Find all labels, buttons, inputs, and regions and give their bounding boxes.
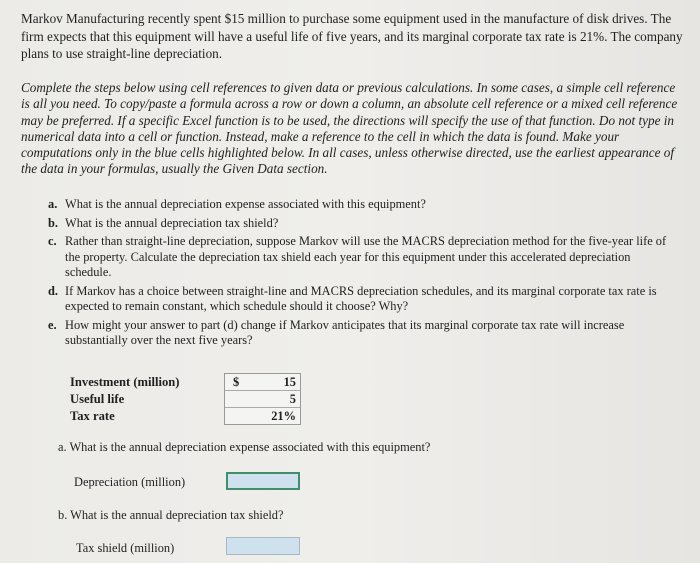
depreciation-label: Depreciation (million) — [74, 475, 186, 489]
given-label-investment: Investment (million) — [70, 375, 180, 389]
cell-investment[interactable] — [225, 374, 300, 391]
question-text: How might your answer to part (d) change if Markov anticipates that its marginal corporate tax rate will increase substantially over the next five years? — [65, 317, 625, 347]
question-label: b. — [48, 215, 58, 230]
cell-value: 15 — [283, 375, 296, 389]
question-label: a. — [48, 197, 58, 211]
question-item — [48, 234, 678, 281]
given-label-tax-rate: Tax rate — [70, 409, 115, 423]
tax-shield-input-cell[interactable] — [226, 537, 300, 555]
instructions-text: Complete the steps below using cell references to given data or previous calculations. In some cases, a simple cell reference is all you need. To copy/paste a formula across a row or down a column, an absolute cell reference or a mixed cell reference may be preferred. If a specific Excel function is to be used, the directions will specify the use of that function. Do not type in numerical data into a cell or function. Instead, make a reference to the cell in which the data is found. Make your computations only in the blue cells highlighted below. In all cases, unless otherwise directed, use the earliest appearance of the data in your formulas, usually the Given Data section. — [21, 80, 678, 177]
cell-value: 5 — [289, 392, 296, 406]
cell-value: 21% — [271, 409, 296, 423]
question-label: d. — [48, 283, 58, 298]
question-text: Rather than straight-line depreciation, suppose Markov will use the MACRS depreciation method for the five-year life of the property. Calculate the depreciation tax shield each year for this equipment under this accelerated depreciation schedule. — [65, 234, 667, 279]
part-a-question: a. What is the annual depreciation expense associated with this equipment? — [58, 440, 431, 454]
question-item — [48, 318, 678, 349]
question-list — [48, 197, 678, 352]
currency-symbol: $ — [233, 375, 240, 389]
question-item — [48, 284, 678, 315]
part-b-question: b. What is the annual depreciation tax shield? — [58, 508, 284, 522]
question-item — [48, 197, 678, 213]
question-label: e. — [48, 317, 57, 332]
cell-tax-rate[interactable] — [225, 408, 300, 424]
question-text: If Markov has a choice between straight-line and MACRS depreciation schedules, and its marginal corporate tax rate is expected to remain constant, which schedule should it choose? Why? — [65, 283, 657, 313]
cell-useful-life[interactable] — [225, 391, 300, 408]
given-data-cells — [224, 373, 301, 425]
given-data-labels — [70, 374, 180, 425]
depreciation-input-cell[interactable] — [226, 472, 300, 490]
tax-shield-label: Tax shield (million) — [76, 541, 175, 555]
question-label: c. — [48, 234, 57, 248]
question-item — [48, 216, 678, 232]
question-text: What is the annual depreciation tax shield? — [65, 215, 279, 230]
given-label-useful-life: Useful life — [70, 392, 125, 406]
problem-intro: Markov Manufacturing recently spent $15 million to purchase some equipment used in the manufacture of disk drives. The firm expects that this equipment will have a useful life of five years, and its marginal corporate tax rate is 21%. The company plans to use straight-line depreciation. — [21, 11, 683, 61]
question-text: What is the annual depreciation expense associated with this equipment? — [65, 197, 426, 211]
